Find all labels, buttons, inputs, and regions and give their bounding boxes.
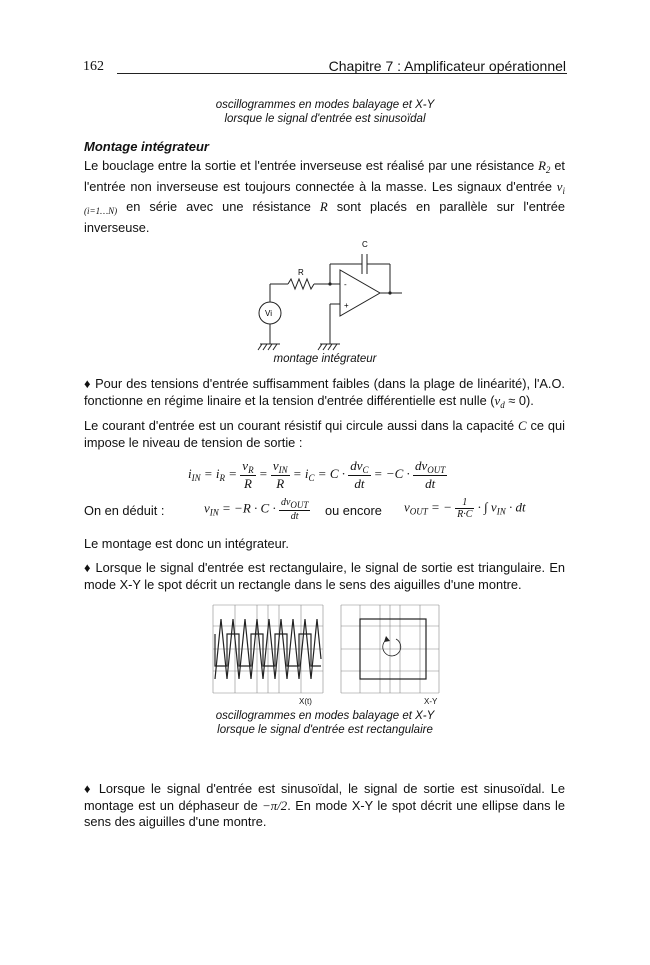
paragraph-2	[84, 376, 565, 413]
scope-xt	[212, 604, 324, 694]
scope-xy	[340, 604, 440, 694]
paragraph-5: ♦ Lorsque le signal d'entrée est rectangulaire, le signal de sortie est triangulaire. En mode X-Y le spot décrit un rectangle dans le sens des aiguilles d'une montre.	[84, 560, 565, 592]
page-number: 162	[83, 59, 104, 74]
equation-vout: $v_{OUT}$ = − $\frac{1}{R\cdot C}$ · ∫ $v_{IN}$ · dt	[404, 497, 526, 520]
p2-symbol-vd-sub: d	[500, 399, 505, 410]
p1-text-b: et l'entrée non inverseuse est toujours connectée à la masse. Les signaux d'entrée	[84, 158, 565, 194]
section-title: Montage intégrateur	[84, 139, 209, 154]
header-rule	[117, 73, 567, 74]
integrator-circuit	[250, 232, 410, 357]
paragraph-6	[84, 781, 565, 831]
label-plus: +	[344, 301, 349, 310]
p1-text-d: sont placés en parallèle sur l'entrée inverseuse.	[84, 199, 565, 235]
ou-encore-label: ou encore	[325, 503, 382, 518]
caption-circuit: montage intégrateur	[273, 353, 377, 365]
p3-text-b: ce qui impose le niveau de tension de sortie :	[84, 418, 565, 450]
p2-symbol-vd: v	[494, 393, 501, 408]
p3-symbol-c: C	[518, 419, 527, 433]
p6-text-b: . En mode X-Y le spot décrit une ellipse dans le sens des aiguilles d'une montre.	[84, 797, 565, 829]
equation-vin: $v_{IN} = -R \cdot C$ · $\frac{\text{dvOUT}}{dt}$	[204, 497, 309, 522]
caption-rect-line2: lorsque le signal d'entrée est rectangulaire	[217, 724, 433, 736]
label-xt: X(t)	[299, 697, 312, 706]
p1-symbol-vi-sub: i (i=1…N)	[84, 185, 565, 216]
label-capacitor: C	[362, 240, 368, 249]
p1-symbol-r2-sub: 2	[545, 165, 551, 175]
caption-rect-line1: oscillogrammes en modes balayage et X-Y	[215, 710, 435, 722]
p1-symbol-r2: R	[538, 159, 546, 173]
deduit-label: On en déduit :	[84, 503, 165, 518]
p6-text-a: ♦ Lorsque le signal d'entrée est sinusoïdal, le signal de sortie est sinusoïdal. Le montage est un déphaseur de	[84, 781, 565, 813]
p2-text-b: ≈ 0).	[504, 392, 534, 408]
caption-top-line2: lorsque le signal d'entrée est sinusoïdal	[224, 113, 426, 125]
chapter-title: Chapitre 7 : Amplificateur opérationnel	[328, 58, 566, 74]
label-resistor: R	[298, 268, 304, 277]
equation-current: $i_{IN} = i_R$ = $\frac{v_R}{R}$ = $\frac{v_{IN}}{R}$ = $i_C = C$ · $\frac{dv_C}{dt}$ = −C · $\frac{dv_{OUT}}{dt}$	[188, 458, 446, 491]
p3-text-a: Le courant d'entrée est un courant résistif qui circule aussi dans la capacité	[84, 418, 518, 433]
label-source: Vi	[265, 309, 272, 318]
p2-text-a: ♦ Pour des tensions d'entrée suffisamment faibles (dans la plage de linéarité), l'A.O. fonctionne en régime linaire et la tension d'entrée différentielle est nulle (	[84, 376, 565, 408]
p6-phase: −π/2	[262, 798, 288, 813]
p1-symbol-r: R	[319, 200, 328, 214]
caption-top-line1: oscillogrammes en modes balayage et X-Y	[215, 99, 435, 111]
label-xy: X-Y	[424, 697, 438, 706]
paragraph-4: Le montage est donc un intégrateur.	[84, 536, 289, 551]
p1-text-a: Le bouclage entre la sortie et l'entrée inverseuse est réalisé par une résistance	[84, 158, 539, 173]
clockwise-arrow-icon	[384, 636, 390, 642]
p1-symbol-vi: v	[556, 179, 563, 194]
p1-text-c: en série avec une résistance	[117, 199, 320, 214]
paragraph-3	[84, 418, 565, 451]
label-minus: -	[344, 280, 347, 289]
paragraph-1	[84, 158, 565, 236]
